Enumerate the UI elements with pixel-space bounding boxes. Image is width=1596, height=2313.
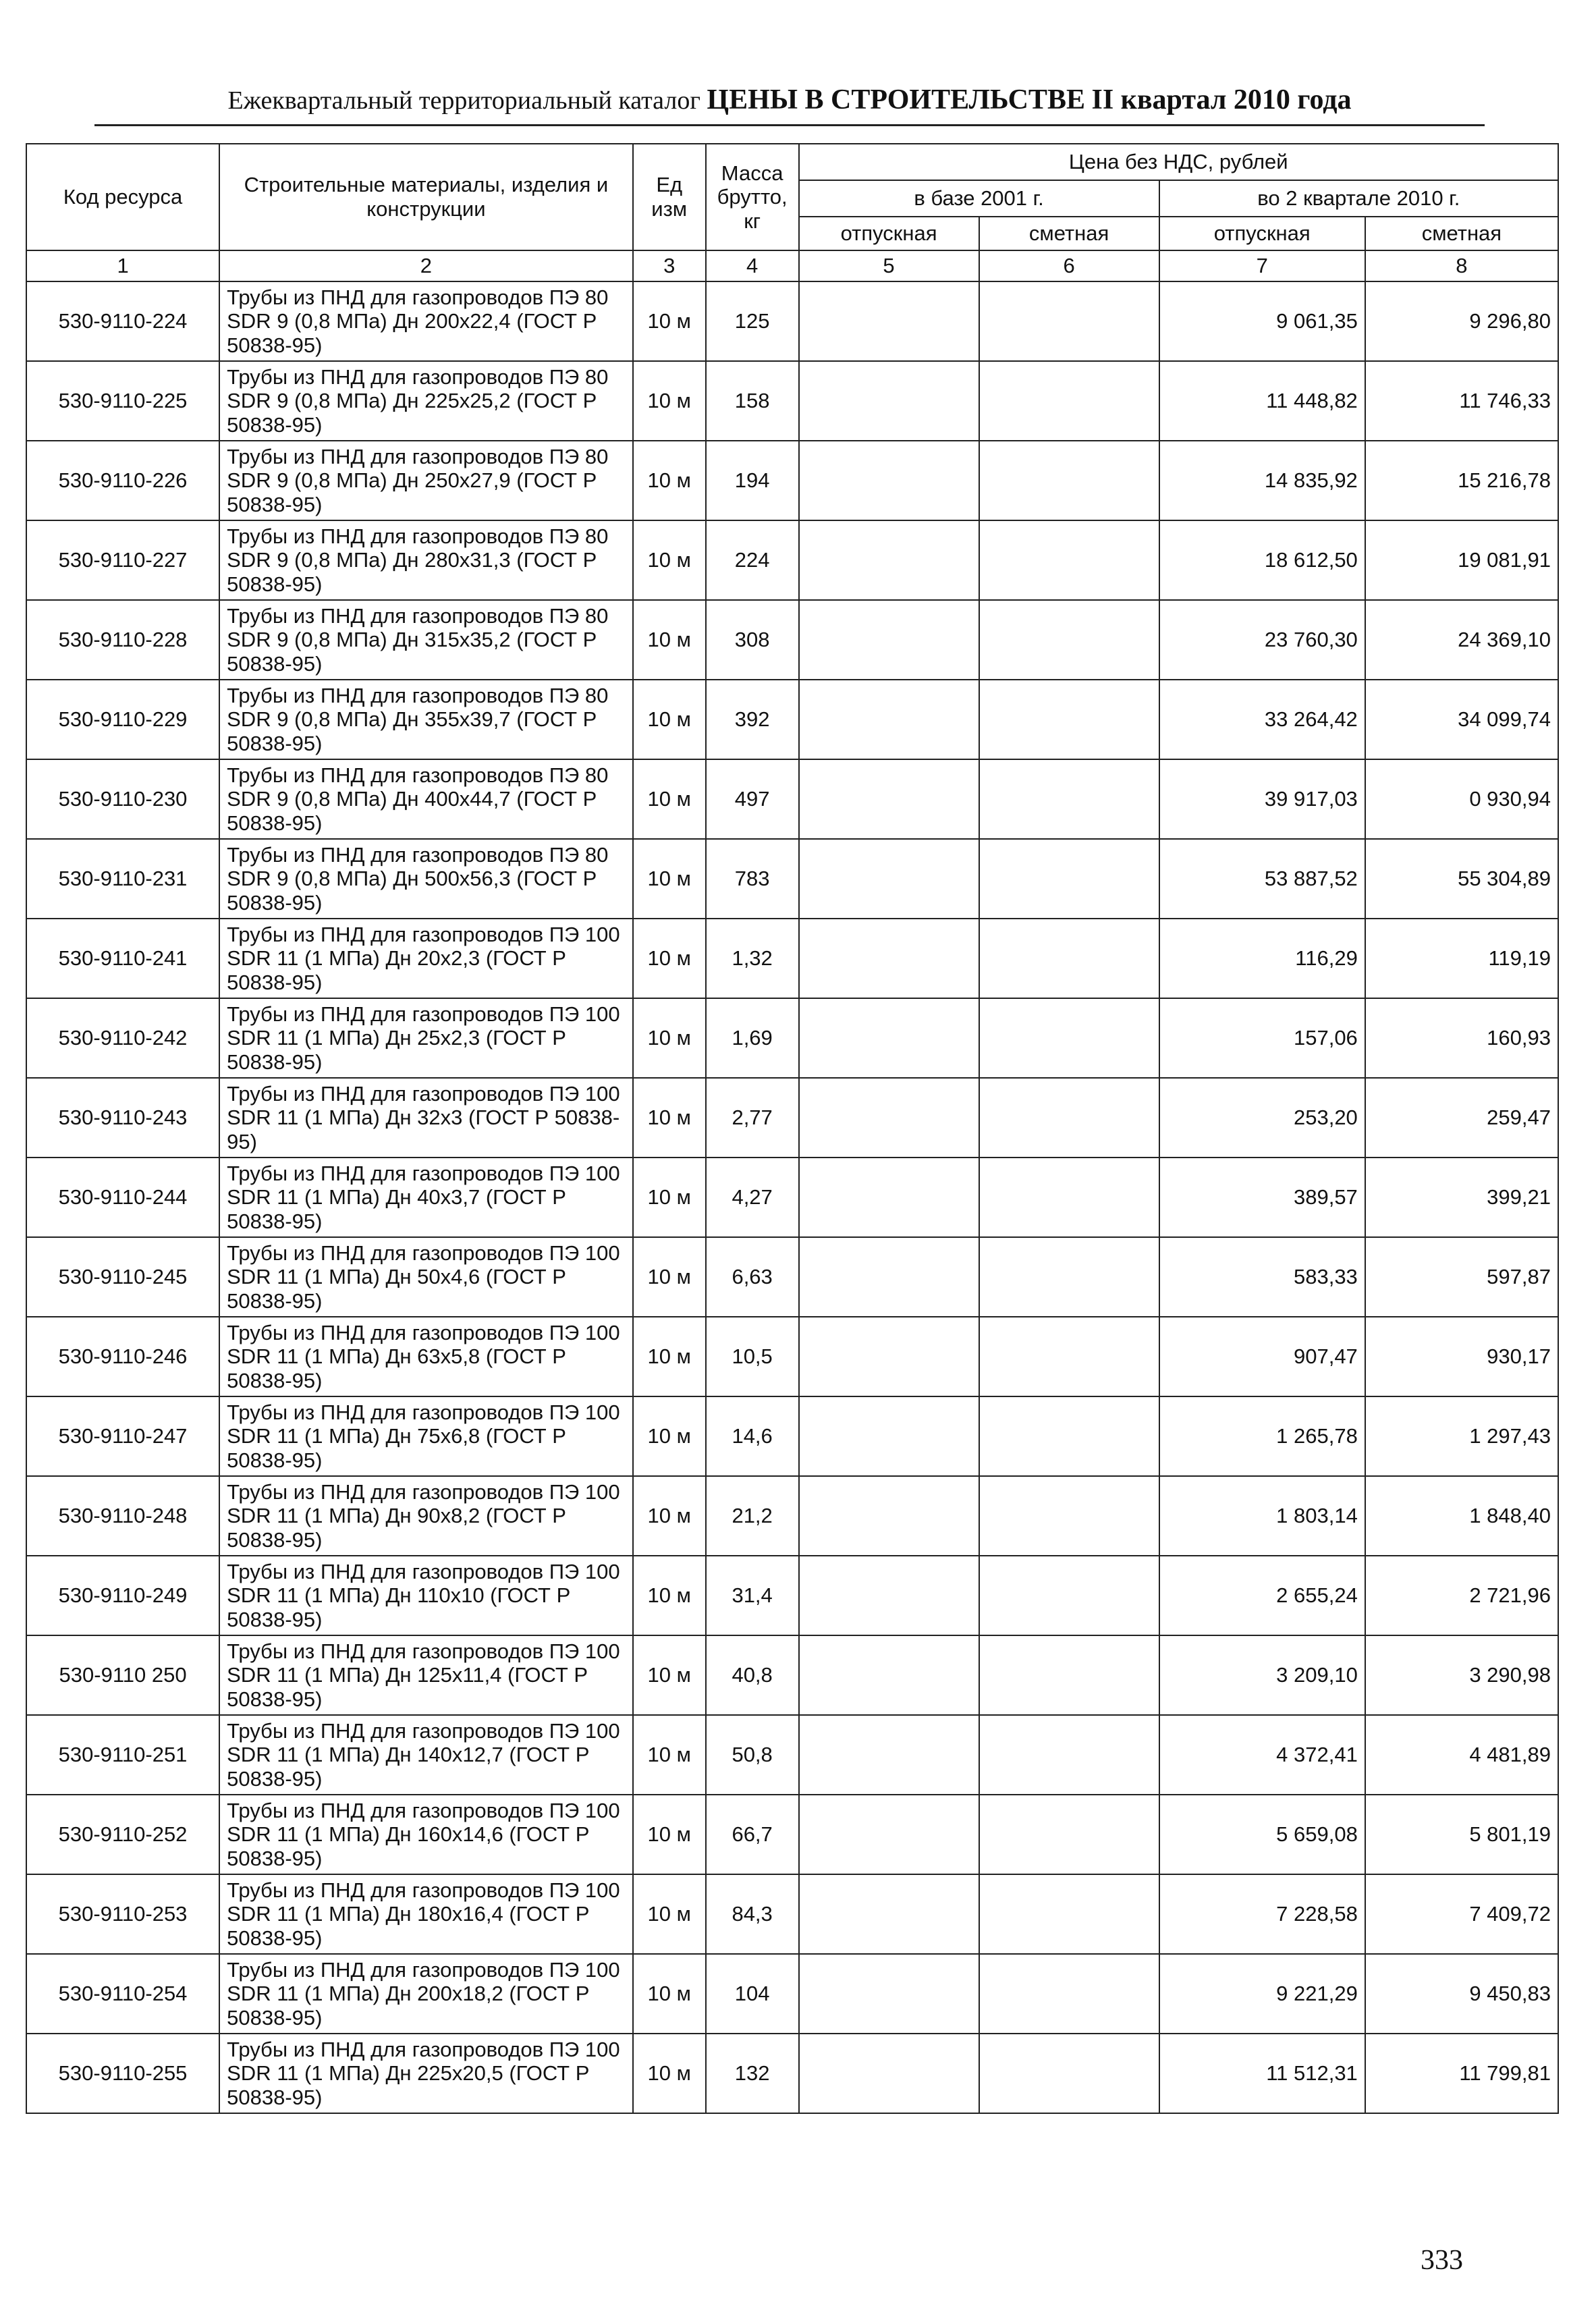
current-estimate-price: 11 799,81 bbox=[1365, 2034, 1558, 2113]
current-estimate-price: 11 746,33 bbox=[1365, 361, 1558, 441]
resource-code: 530-9110-254 bbox=[26, 1954, 219, 2034]
base-estimate-price bbox=[979, 1874, 1159, 1954]
colnum: 1 bbox=[26, 250, 219, 281]
current-release-price: 1 265,78 bbox=[1159, 1396, 1365, 1476]
resource-code: 530-9110-226 bbox=[26, 441, 219, 520]
current-release-price: 11 448,82 bbox=[1159, 361, 1365, 441]
table-row bbox=[26, 2034, 1558, 2113]
material-name: Трубы из ПНД для газопроводов ПЭ 100 SDR 11 (1 МПа) Дн 90x8,2 (ГОСТ Р 50838-95) bbox=[219, 1476, 633, 1556]
unit: 10 м bbox=[633, 1874, 706, 1954]
material-name: Трубы из ПНД для газопроводов ПЭ 80 SDR 9 (0,8 МПа) Дн 400x44,7 (ГОСТ Р 50838-95) bbox=[219, 759, 633, 839]
base-estimate-price bbox=[979, 1476, 1159, 1556]
table-body bbox=[26, 250, 1558, 2113]
base-estimate-price bbox=[979, 919, 1159, 998]
current-release-price: 5 659,08 bbox=[1159, 1795, 1365, 1874]
unit: 10 м bbox=[633, 1795, 706, 1874]
unit: 10 м bbox=[633, 1158, 706, 1237]
base-estimate-price bbox=[979, 441, 1159, 520]
mass: 783 bbox=[706, 839, 799, 919]
resource-code: 530-9110-229 bbox=[26, 680, 219, 759]
resource-code: 530-9110-247 bbox=[26, 1396, 219, 1476]
resource-code: 530-9110-255 bbox=[26, 2034, 219, 2113]
table-row bbox=[26, 1317, 1558, 1396]
unit: 10 м bbox=[633, 1078, 706, 1158]
current-estimate-price: 259,47 bbox=[1365, 1078, 1558, 1158]
resource-code: 530-9110-227 bbox=[26, 520, 219, 600]
resource-code: 530-9110-231 bbox=[26, 839, 219, 919]
resource-code: 530-9110-225 bbox=[26, 361, 219, 441]
base-estimate-price bbox=[979, 361, 1159, 441]
material-name: Трубы из ПНД для газопроводов ПЭ 100 SDR 11 (1 МПа) Дн 50x4,6 (ГОСТ Р 50838-95) bbox=[219, 1237, 633, 1317]
material-name: Трубы из ПНД для газопроводов ПЭ 100 SDR 11 (1 МПа) Дн 75x6,8 (ГОСТ Р 50838-95) bbox=[219, 1396, 633, 1476]
mass: 10,5 bbox=[706, 1317, 799, 1396]
page-number: 333 bbox=[1421, 2245, 1463, 2276]
current-release-price: 2 655,24 bbox=[1159, 1556, 1365, 1635]
base-estimate-price bbox=[979, 1556, 1159, 1635]
current-release-price: 9 061,35 bbox=[1159, 281, 1365, 361]
mass: 308 bbox=[706, 600, 799, 680]
current-estimate-price: 1 297,43 bbox=[1365, 1396, 1558, 1476]
col-base-release-header: отпускная bbox=[799, 217, 979, 250]
current-release-price: 23 760,30 bbox=[1159, 600, 1365, 680]
unit: 10 м bbox=[633, 1954, 706, 2034]
current-release-price: 3 209,10 bbox=[1159, 1635, 1365, 1715]
material-name: Трубы из ПНД для газопроводов ПЭ 100 SDR 11 (1 МПа) Дн 25x2,3 (ГОСТ Р 50838-95) bbox=[219, 998, 633, 1078]
unit: 10 м bbox=[633, 1556, 706, 1635]
unit: 10 м bbox=[633, 600, 706, 680]
table-row bbox=[26, 1795, 1558, 1874]
resource-code: 530-9110-252 bbox=[26, 1795, 219, 1874]
current-release-price: 7 228,58 bbox=[1159, 1874, 1365, 1954]
base-release-price bbox=[799, 680, 979, 759]
mass: 21,2 bbox=[706, 1476, 799, 1556]
current-release-price: 53 887,52 bbox=[1159, 839, 1365, 919]
base-estimate-price bbox=[979, 520, 1159, 600]
current-estimate-price: 4 481,89 bbox=[1365, 1715, 1558, 1795]
material-name: Трубы из ПНД для газопроводов ПЭ 100 SDR 11 (1 МПа) Дн 110x10 (ГОСТ Р 50838-95) bbox=[219, 1556, 633, 1635]
mass: 40,8 bbox=[706, 1635, 799, 1715]
unit: 10 м bbox=[633, 441, 706, 520]
col-current-release-header: отпускная bbox=[1159, 217, 1365, 250]
current-release-price: 18 612,50 bbox=[1159, 520, 1365, 600]
current-estimate-price: 930,17 bbox=[1365, 1317, 1558, 1396]
current-release-price: 39 917,03 bbox=[1159, 759, 1365, 839]
material-name: Трубы из ПНД для газопроводов ПЭ 100 SDR 11 (1 МПа) Дн 200x18,2 (ГОСТ Р 50838-95) bbox=[219, 1954, 633, 2034]
col-current-header: во 2 квартале 2010 г. bbox=[1159, 180, 1558, 217]
base-release-price bbox=[799, 441, 979, 520]
base-release-price bbox=[799, 1874, 979, 1954]
base-release-price bbox=[799, 1954, 979, 2034]
column-number-row bbox=[26, 250, 1558, 281]
resource-code: 530-9110-224 bbox=[26, 281, 219, 361]
material-name: Трубы из ПНД для газопроводов ПЭ 80 SDR 9 (0,8 МПа) Дн 250x27,9 (ГОСТ Р 50838-95) bbox=[219, 441, 633, 520]
table-row bbox=[26, 1715, 1558, 1795]
colnum: 5 bbox=[799, 250, 979, 281]
resource-code: 530-9110-249 bbox=[26, 1556, 219, 1635]
col-base-header: в базе 2001 г. bbox=[799, 180, 1159, 217]
table-row bbox=[26, 919, 1558, 998]
table-row bbox=[26, 1556, 1558, 1635]
colnum: 4 bbox=[706, 250, 799, 281]
base-release-price bbox=[799, 281, 979, 361]
current-estimate-price: 1 848,40 bbox=[1365, 1476, 1558, 1556]
current-release-price: 11 512,31 bbox=[1159, 2034, 1365, 2113]
current-release-price: 907,47 bbox=[1159, 1317, 1365, 1396]
base-release-price bbox=[799, 759, 979, 839]
resource-code: 530-9110-245 bbox=[26, 1237, 219, 1317]
current-estimate-price: 399,21 bbox=[1365, 1158, 1558, 1237]
material-name: Трубы из ПНД для газопроводов ПЭ 100 SDR 11 (1 МПа) Дн 125x11,4 (ГОСТ Р 50838-95) bbox=[219, 1635, 633, 1715]
material-name: Трубы из ПНД для газопроводов ПЭ 100 SDR 11 (1 МПа) Дн 180x16,4 (ГОСТ Р 50838-95) bbox=[219, 1874, 633, 1954]
resource-code: 530-9110-243 bbox=[26, 1078, 219, 1158]
base-release-price bbox=[799, 600, 979, 680]
unit: 10 м bbox=[633, 839, 706, 919]
resource-code: 530-9110-244 bbox=[26, 1158, 219, 1237]
current-release-price: 253,20 bbox=[1159, 1078, 1365, 1158]
material-name: Трубы из ПНД для газопроводов ПЭ 100 SDR 11 (1 МПа) Дн 20x2,3 (ГОСТ Р 50838-95) bbox=[219, 919, 633, 998]
resource-code: 530-9110-241 bbox=[26, 919, 219, 998]
colnum: 3 bbox=[633, 250, 706, 281]
mass: 194 bbox=[706, 441, 799, 520]
base-release-price bbox=[799, 1396, 979, 1476]
base-estimate-price bbox=[979, 1158, 1159, 1237]
colnum: 6 bbox=[979, 250, 1159, 281]
table-row bbox=[26, 759, 1558, 839]
table-row bbox=[26, 839, 1558, 919]
base-estimate-price bbox=[979, 759, 1159, 839]
table-row bbox=[26, 680, 1558, 759]
mass: 2,77 bbox=[706, 1078, 799, 1158]
base-release-price bbox=[799, 1237, 979, 1317]
unit: 10 м bbox=[633, 680, 706, 759]
base-estimate-price bbox=[979, 1795, 1159, 1874]
current-release-price: 389,57 bbox=[1159, 1158, 1365, 1237]
col-price-header: Цена без НДС, рублей bbox=[799, 144, 1558, 180]
unit: 10 м bbox=[633, 1317, 706, 1396]
unit: 10 м bbox=[633, 1237, 706, 1317]
mass: 125 bbox=[706, 281, 799, 361]
header-title: ЦЕНЫ В СТРОИТЕЛЬСТВЕ bbox=[707, 84, 1085, 115]
base-estimate-price bbox=[979, 998, 1159, 1078]
table-row bbox=[26, 600, 1558, 680]
table-row bbox=[26, 361, 1558, 441]
base-release-price bbox=[799, 919, 979, 998]
current-release-price: 583,33 bbox=[1159, 1237, 1365, 1317]
current-estimate-price: 15 216,78 bbox=[1365, 441, 1558, 520]
mass: 50,8 bbox=[706, 1715, 799, 1795]
page-header bbox=[94, 76, 1485, 126]
base-estimate-price bbox=[979, 839, 1159, 919]
base-release-price bbox=[799, 1078, 979, 1158]
col-current-estimate-header: сметная bbox=[1365, 217, 1558, 250]
current-estimate-price: 19 081,91 bbox=[1365, 520, 1558, 600]
base-estimate-price bbox=[979, 600, 1159, 680]
current-release-price: 116,29 bbox=[1159, 919, 1365, 998]
material-name: Трубы из ПНД для газопроводов ПЭ 80 SDR 9 (0,8 МПа) Дн 500x56,3 (ГОСТ Р 50838-95) bbox=[219, 839, 633, 919]
base-estimate-price bbox=[979, 1317, 1159, 1396]
material-name: Трубы из ПНД для газопроводов ПЭ 100 SDR 11 (1 МПа) Дн 225x20,5 (ГОСТ Р 50838-95) bbox=[219, 2034, 633, 2113]
current-estimate-price: 9 450,83 bbox=[1365, 1954, 1558, 2034]
unit: 10 м bbox=[633, 998, 706, 1078]
table-row bbox=[26, 998, 1558, 1078]
mass: 4,27 bbox=[706, 1158, 799, 1237]
colnum: 2 bbox=[219, 250, 633, 281]
resource-code: 530-9110-242 bbox=[26, 998, 219, 1078]
resource-code: 530-9110-246 bbox=[26, 1317, 219, 1396]
current-estimate-price: 0 930,94 bbox=[1365, 759, 1558, 839]
base-estimate-price bbox=[979, 1635, 1159, 1715]
base-estimate-price bbox=[979, 1954, 1159, 2034]
col-mass-header: Масса брутто, кг bbox=[706, 144, 799, 250]
unit: 10 м bbox=[633, 759, 706, 839]
current-estimate-price: 24 369,10 bbox=[1365, 600, 1558, 680]
base-release-price bbox=[799, 1795, 979, 1874]
material-name: Трубы из ПНД для газопроводов ПЭ 80 SDR 9 (0,8 МПа) Дн 315x35,2 (ГОСТ Р 50838-95) bbox=[219, 600, 633, 680]
current-estimate-price: 119,19 bbox=[1365, 919, 1558, 998]
header-prefix: Ежеквартальный территориальный каталог bbox=[227, 86, 700, 115]
base-estimate-price bbox=[979, 680, 1159, 759]
base-release-price bbox=[799, 2034, 979, 2113]
mass: 158 bbox=[706, 361, 799, 441]
table-row bbox=[26, 281, 1558, 361]
material-name: Трубы из ПНД для газопроводов ПЭ 100 SDR 11 (1 МПа) Дн 160x14,6 (ГОСТ Р 50838-95) bbox=[219, 1795, 633, 1874]
base-estimate-price bbox=[979, 2034, 1159, 2113]
table-row bbox=[26, 1078, 1558, 1158]
mass: 14,6 bbox=[706, 1396, 799, 1476]
material-name: Трубы из ПНД для газопроводов ПЭ 80 SDR 9 (0,8 МПа) Дн 280x31,3 (ГОСТ Р 50838-95) bbox=[219, 520, 633, 600]
base-estimate-price bbox=[979, 1396, 1159, 1476]
mass: 84,3 bbox=[706, 1874, 799, 1954]
material-name: Трубы из ПНД для газопроводов ПЭ 80 SDR 9 (0,8 МПа) Дн 355x39,7 (ГОСТ Р 50838-95) bbox=[219, 680, 633, 759]
base-estimate-price bbox=[979, 1237, 1159, 1317]
current-release-price: 9 221,29 bbox=[1159, 1954, 1365, 2034]
base-release-price bbox=[799, 1476, 979, 1556]
base-release-price bbox=[799, 361, 979, 441]
price-table bbox=[26, 143, 1559, 2114]
unit: 10 м bbox=[633, 2034, 706, 2113]
mass: 66,7 bbox=[706, 1795, 799, 1874]
current-estimate-price: 55 304,89 bbox=[1365, 839, 1558, 919]
col-code-header: Код ресурса bbox=[26, 144, 219, 250]
base-release-price bbox=[799, 1317, 979, 1396]
mass: 31,4 bbox=[706, 1556, 799, 1635]
table-row bbox=[26, 1158, 1558, 1237]
table-row bbox=[26, 441, 1558, 520]
material-name: Трубы из ПНД для газопроводов ПЭ 80 SDR 9 (0,8 МПа) Дн 200x22,4 (ГОСТ Р 50838-95) bbox=[219, 281, 633, 361]
base-release-price bbox=[799, 1635, 979, 1715]
current-estimate-price: 3 290,98 bbox=[1365, 1635, 1558, 1715]
unit: 10 м bbox=[633, 361, 706, 441]
table-row bbox=[26, 1396, 1558, 1476]
unit: 10 м bbox=[633, 1715, 706, 1795]
material-name: Трубы из ПНД для газопроводов ПЭ 100 SDR 11 (1 МПа) Дн 140x12,7 (ГОСТ Р 50838-95) bbox=[219, 1715, 633, 1795]
table-row bbox=[26, 1476, 1558, 1556]
resource-code: 530-9110-251 bbox=[26, 1715, 219, 1795]
unit: 10 м bbox=[633, 281, 706, 361]
col-base-estimate-header: сметная bbox=[979, 217, 1159, 250]
unit: 10 м bbox=[633, 1396, 706, 1476]
mass: 497 bbox=[706, 759, 799, 839]
base-release-price bbox=[799, 998, 979, 1078]
header-suffix: II квартал 2010 года bbox=[1091, 84, 1352, 115]
material-name: Трубы из ПНД для газопроводов ПЭ 100 SDR 11 (1 МПа) Дн 63x5,8 (ГОСТ Р 50838-95) bbox=[219, 1317, 633, 1396]
resource-code: 530-9110-230 bbox=[26, 759, 219, 839]
current-release-price: 33 264,42 bbox=[1159, 680, 1365, 759]
base-estimate-price bbox=[979, 1078, 1159, 1158]
col-unit-header: Ед изм bbox=[633, 144, 706, 250]
resource-code: 530-9110-253 bbox=[26, 1874, 219, 1954]
base-release-price bbox=[799, 1715, 979, 1795]
current-estimate-price: 597,87 bbox=[1365, 1237, 1558, 1317]
current-estimate-price: 2 721,96 bbox=[1365, 1556, 1558, 1635]
mass: 1,69 bbox=[706, 998, 799, 1078]
material-name: Трубы из ПНД для газопроводов ПЭ 80 SDR 9 (0,8 МПа) Дн 225x25,2 (ГОСТ Р 50838-95) bbox=[219, 361, 633, 441]
col-name-header: Строительные материалы, изделия и конструкции bbox=[219, 144, 633, 250]
current-estimate-price: 34 099,74 bbox=[1365, 680, 1558, 759]
resource-code: 530-9110-248 bbox=[26, 1476, 219, 1556]
material-name: Трубы из ПНД для газопроводов ПЭ 100 SDR 11 (1 МПа) Дн 32x3 (ГОСТ Р 50838-95) bbox=[219, 1078, 633, 1158]
table-row bbox=[26, 1954, 1558, 2034]
table-row bbox=[26, 520, 1558, 600]
base-estimate-price bbox=[979, 1715, 1159, 1795]
resource-code: 530-9110-228 bbox=[26, 600, 219, 680]
material-name: Трубы из ПНД для газопроводов ПЭ 100 SDR 11 (1 МПа) Дн 40x3,7 (ГОСТ Р 50838-95) bbox=[219, 1158, 633, 1237]
mass: 224 bbox=[706, 520, 799, 600]
mass: 392 bbox=[706, 680, 799, 759]
unit: 10 м bbox=[633, 520, 706, 600]
mass: 6,63 bbox=[706, 1237, 799, 1317]
current-estimate-price: 9 296,80 bbox=[1365, 281, 1558, 361]
unit: 10 м bbox=[633, 1476, 706, 1556]
current-release-price: 4 372,41 bbox=[1159, 1715, 1365, 1795]
current-release-price: 157,06 bbox=[1159, 998, 1365, 1078]
table-row bbox=[26, 1237, 1558, 1317]
current-release-price: 1 803,14 bbox=[1159, 1476, 1365, 1556]
table-row bbox=[26, 1635, 1558, 1715]
base-release-price bbox=[799, 520, 979, 600]
unit: 10 м bbox=[633, 919, 706, 998]
base-release-price bbox=[799, 839, 979, 919]
mass: 104 bbox=[706, 1954, 799, 2034]
unit: 10 м bbox=[633, 1635, 706, 1715]
base-estimate-price bbox=[979, 281, 1159, 361]
current-estimate-price: 5 801,19 bbox=[1365, 1795, 1558, 1874]
current-estimate-price: 160,93 bbox=[1365, 998, 1558, 1078]
resource-code: 530-9110 250 bbox=[26, 1635, 219, 1715]
current-release-price: 14 835,92 bbox=[1159, 441, 1365, 520]
colnum: 7 bbox=[1159, 250, 1365, 281]
base-release-price bbox=[799, 1158, 979, 1237]
base-release-price bbox=[799, 1556, 979, 1635]
mass: 1,32 bbox=[706, 919, 799, 998]
mass: 132 bbox=[706, 2034, 799, 2113]
table-row bbox=[26, 1874, 1558, 1954]
current-estimate-price: 7 409,72 bbox=[1365, 1874, 1558, 1954]
colnum: 8 bbox=[1365, 250, 1558, 281]
